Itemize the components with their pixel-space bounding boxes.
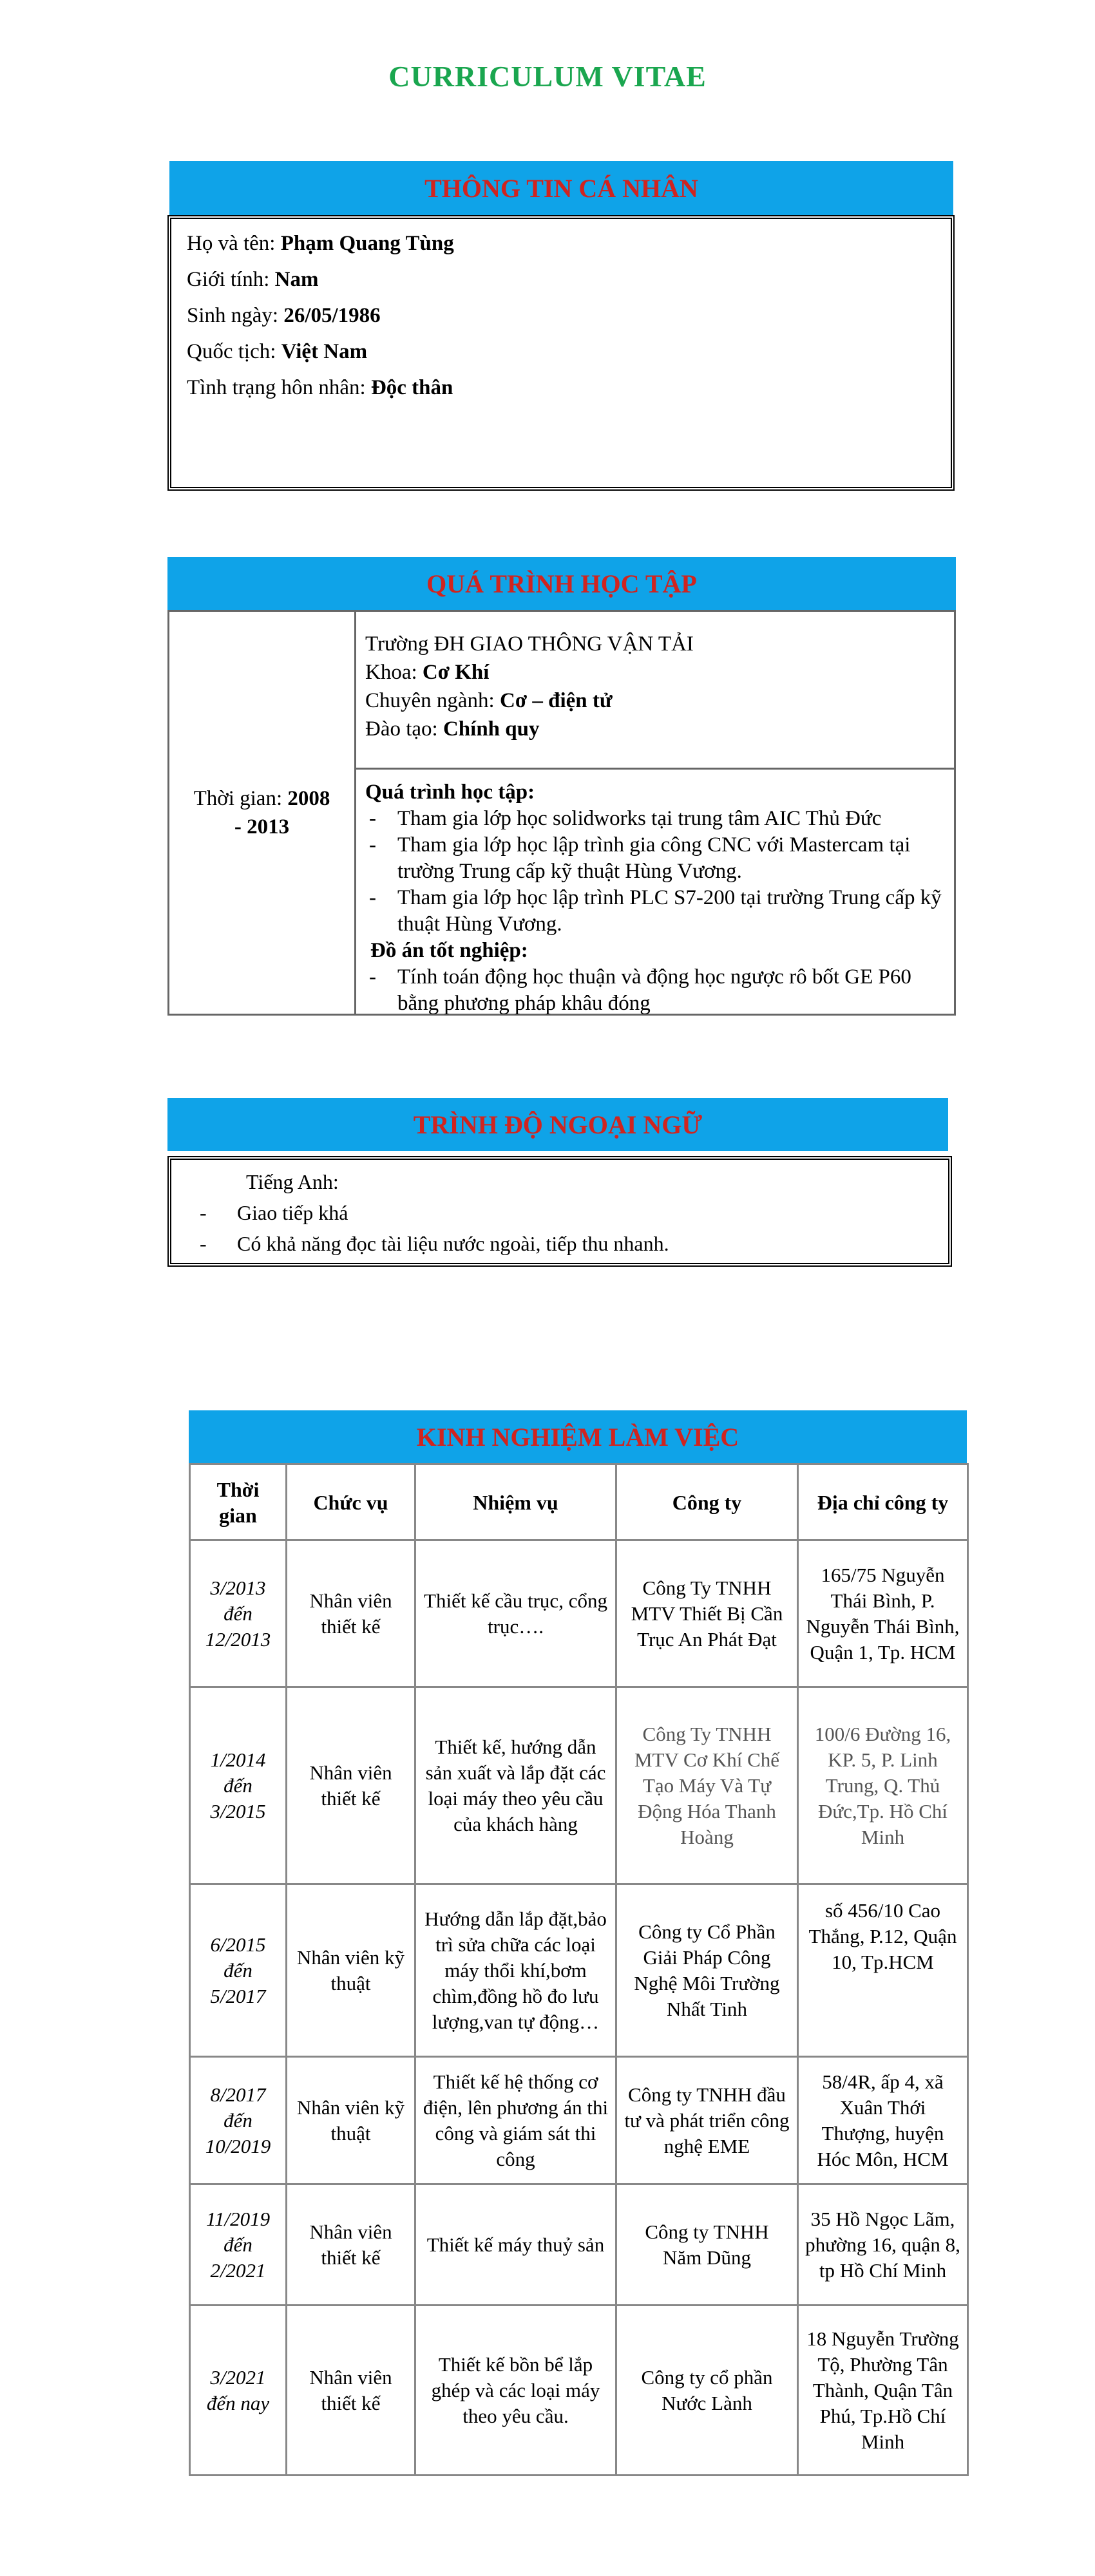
process-item: - Tham gia lớp học solidworks tại trung tâm AIC Thủ Đức (369, 807, 882, 830)
field-birthdate: Sinh ngày: 26/05/1986 (187, 304, 381, 327)
field-gender: Giới tính: Nam (187, 268, 319, 291)
education-school-cell (356, 612, 954, 770)
col-address: Địa chỉ công ty (798, 1464, 968, 1540)
education-process-cell (356, 772, 954, 1014)
table-row: 11/2019 đến 2/2021 Nhân viên thiết kế Thiết kế máy thuỷ sản Công ty TNHH Năm Dũng 35 Hồ Ngọc Lãm, phường 16, quận 8, tp Hồ Chí Minh (190, 2184, 968, 2306)
field-name: Họ và tên: Phạm Quang Tùng (187, 232, 454, 255)
language-header: TRÌNH ĐỘ NGOẠI NGỮ (167, 1098, 948, 1151)
cv-title: CURRICULUM VITAE (388, 60, 707, 93)
process-item: - Tham gia lớp học lập trình PLC S7-200 tại trường Trung cấp kỹ thuật Hùng Vương. (369, 886, 942, 936)
table-row: 3/2021 đến nay Nhân viên thiết kế Thiết kế bồn bể lắp ghép và các loại máy theo yêu cầu. Công ty cổ phần Nước Lành 18 Nguyễn Trường Tộ, Phường Tân Thành, Quận Tân Phú, Tp.Hồ Chí Minh (190, 2306, 968, 2476)
table-row: 8/2017 đến 10/2019 Nhân viên kỹ thuật Thiết kế hệ thống cơ điện, lên phương án thi công và giám sát thi công Công ty TNHH đầu tư và phát triển công nghệ EME 58/4R, ấp 4, xã Xuân Thới Thượng, huyện Hóc Môn, HCM (190, 2057, 968, 2184)
col-time: Thời gian (190, 1464, 287, 1540)
experience-header-row (190, 1464, 968, 1540)
process-item: - Tham gia lớp học lập trình gia công CNC với Mastercam tại trường Trung cấp kỹ thuật Hùng Vương. (369, 833, 911, 883)
experience-header: KINH NGHIỆM LÀM VIỆC (189, 1410, 967, 1463)
personal-info-box (167, 215, 955, 491)
field-nationality: Quốc tịch: Việt Nam (187, 340, 368, 363)
language-item: - Giao tiếp khá (200, 1201, 348, 1224)
education-header: QUÁ TRÌNH HỌC TẬP (167, 557, 956, 610)
school-name: Trường ĐH GIAO THÔNG VẬN TẢI (365, 632, 694, 656)
language-name: Tiếng Anh: (246, 1170, 339, 1193)
col-duty: Nhiệm vụ (415, 1464, 616, 1540)
thesis-item: - Tính toán động học thuận và động học ngược rô bốt GE P60 bằng phương pháp khâu đóng (369, 965, 911, 1015)
language-box (167, 1156, 952, 1267)
field-marital-status: Tình trạng hôn nhân: Độc thân (187, 376, 453, 399)
table-row: 6/2015 đến 5/2017 Nhân viên kỹ thuật Hướng dẫn lắp đặt,bảo trì sửa chữa các loại máy thổi khí,bơm chìm,đồng hồ đo lưu lượng,van tự động… Công ty Cổ Phần Giải Pháp Công Nghệ Môi Trường Nhất Tinh số 456/10 Cao Thắng, P.12, Quận 10, Tp.HCM (190, 1884, 968, 2057)
training-type: Đào tạo: Chính quy (365, 717, 540, 741)
education-table (167, 610, 956, 1016)
faculty: Khoa: Cơ Khí (365, 661, 490, 684)
education-time-cell: Thời gian: 2008 - 2013 (169, 612, 356, 1014)
thesis-title: Đồ án tốt nghiệp: (370, 939, 528, 962)
col-company: Công ty (616, 1464, 798, 1540)
col-position: Chức vụ (287, 1464, 415, 1540)
major: Chuyên ngành: Cơ – điện tử (365, 689, 613, 712)
table-row: 3/2013 đến 12/2013 Nhân viên thiết kế Thiết kế cầu trục, cổng trục…. Công Ty TNHH MTV Thiết Bị Cần Trục An Phát Đạt 165/75 Nguyễn Thái Bình, P. Nguyễn Thái Bình, Quận 1, Tp. HCM (190, 1540, 968, 1687)
table-row: 1/2014 đến 3/2015 Nhân viên thiết kế Thiết kế, hướng dẫn sản xuất và lắp đặt các loại máy theo yêu cầu của khách hàng Công Ty TNHH MTV Cơ Khí Chế Tạo Máy Và Tự Động Hóa Thanh Hoàng 100/6 Đường 16, KP. 5, P. Linh Trung, Q. Thủ Đức,Tp. Hồ Chí Minh (190, 1687, 968, 1884)
personal-info-header: THÔNG TIN CÁ NHÂN (169, 161, 953, 215)
experience-table (189, 1463, 969, 2476)
language-item: - Có khả năng đọc tài liệu nước ngoài, tiếp thu nhanh. (200, 1232, 669, 1255)
process-title: Quá trình học tập: (365, 781, 535, 804)
